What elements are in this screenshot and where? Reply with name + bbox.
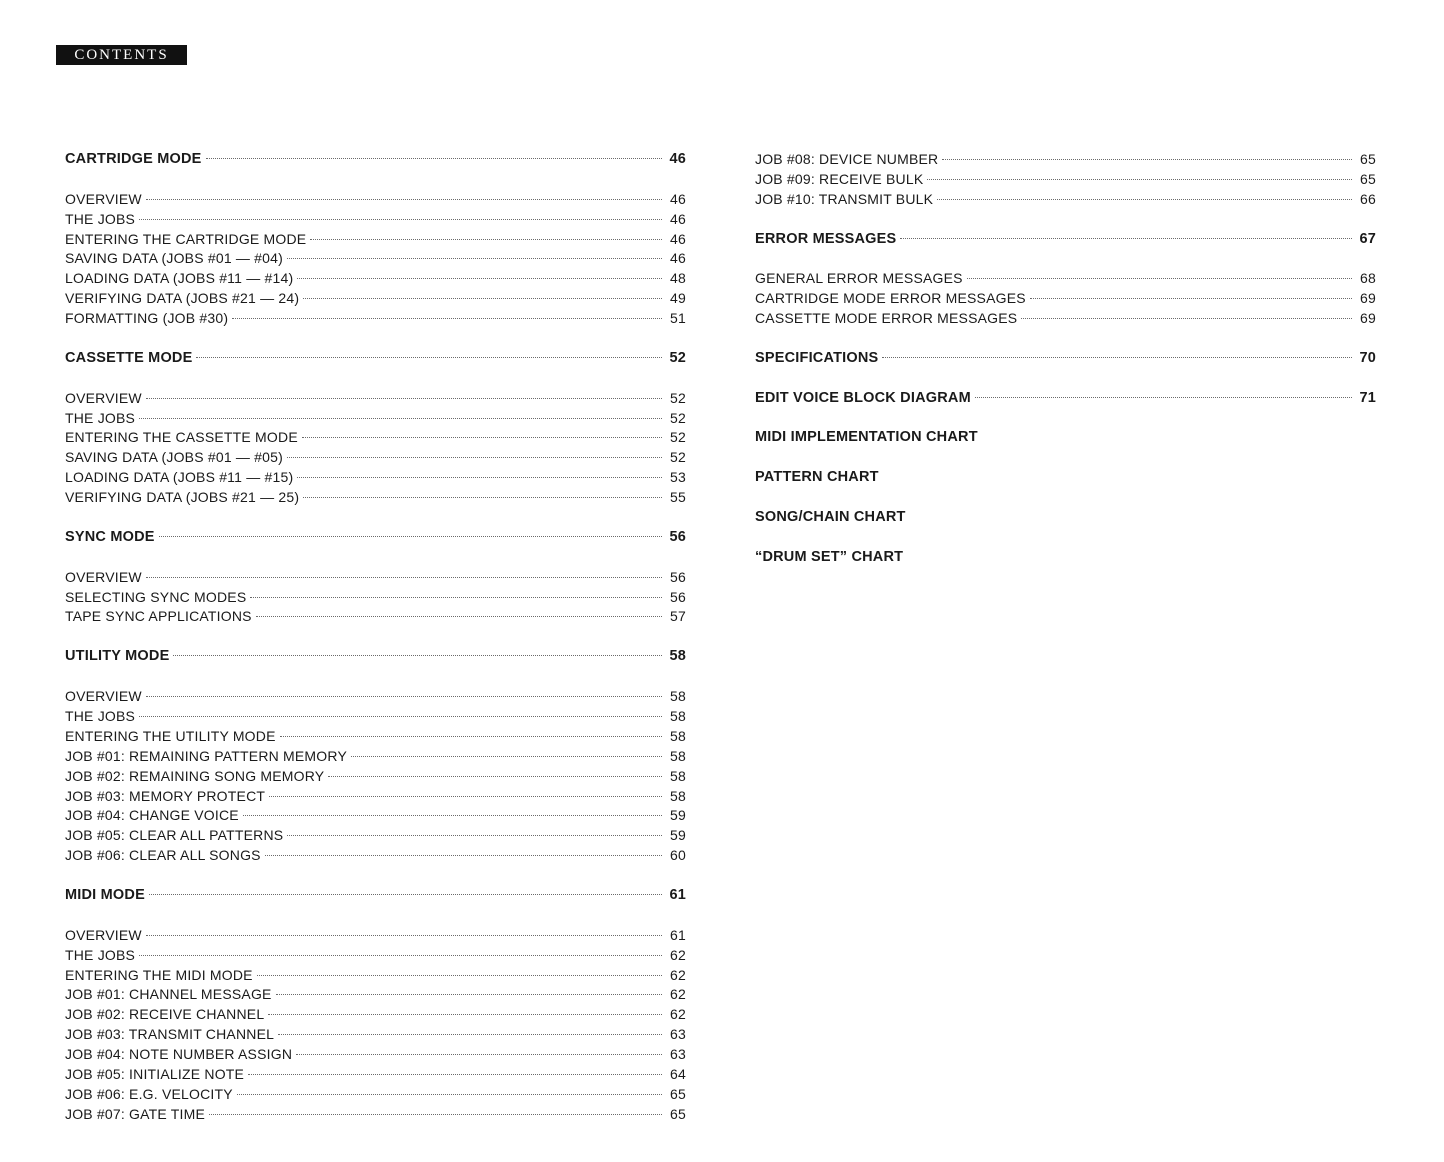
dot-leader xyxy=(287,835,662,836)
toc-entry-overview[interactable] xyxy=(65,389,686,409)
toc-section-specifications[interactable] xyxy=(755,349,1376,369)
toc-entry-label: ENTERING THE MIDI MODE xyxy=(65,966,253,983)
dot-leader xyxy=(139,219,662,220)
toc-entry-tape-sync-applications[interactable] xyxy=(65,607,686,627)
dot-leader xyxy=(206,158,662,159)
toc-entry-label: SAVING DATA (JOBS #01 — #04) xyxy=(65,250,284,267)
dot-leader xyxy=(287,258,662,259)
toc-entry-label: JOB #03: TRANSMIT CHANNEL xyxy=(65,1026,275,1043)
dot-leader xyxy=(248,1074,662,1075)
dot-leader xyxy=(232,318,662,319)
toc-entry-overview[interactable] xyxy=(65,568,686,588)
dot-leader xyxy=(900,238,1352,239)
toc-entry-entering-the-cartridge-mode[interactable] xyxy=(65,230,686,250)
dot-leader xyxy=(280,736,662,737)
toc-page-number: 58 xyxy=(670,767,686,784)
toc-spacer xyxy=(755,329,1376,349)
dot-leader xyxy=(146,696,662,697)
toc-entry-job-01-remaining-pattern-memory[interactable] xyxy=(65,747,686,767)
toc-entry-job-07-gate-time[interactable] xyxy=(65,1105,686,1125)
toc-spacer xyxy=(755,369,1376,389)
toc-page-number: 59 xyxy=(670,807,686,824)
toc-page-number: 64 xyxy=(670,1065,686,1082)
toc-entry-label: ERROR MESSAGES xyxy=(755,230,897,247)
toc-spacer xyxy=(755,210,1376,230)
toc-entry-label: THE JOBS xyxy=(65,946,136,963)
dot-leader xyxy=(927,179,1352,180)
contents-badge: CONTENTS xyxy=(56,45,187,65)
toc-page-number: 61 xyxy=(670,926,686,943)
dot-leader xyxy=(276,994,662,995)
toc-entry-overview[interactable] xyxy=(65,926,686,946)
toc-page-number: 46 xyxy=(670,190,686,207)
toc-entry-label: OVERVIEW xyxy=(65,568,142,585)
toc-entry-label: THE JOBS xyxy=(65,409,136,426)
dot-leader xyxy=(1021,318,1352,319)
toc-entry-label: UTILITY MODE xyxy=(65,648,170,665)
toc-page-number: 65 xyxy=(670,1105,686,1122)
toc-entry-verifying-data-jobs-21-24[interactable] xyxy=(65,289,686,309)
toc-page-number: 57 xyxy=(670,608,686,625)
dot-leader xyxy=(256,616,662,617)
toc-page-number: 65 xyxy=(670,1085,686,1102)
toc-page-number: 56 xyxy=(670,568,686,585)
toc-section-midi-implementation-chart[interactable] xyxy=(755,428,1376,448)
toc-page-number: 62 xyxy=(670,986,686,1003)
toc-entry-formatting-job-30[interactable] xyxy=(65,309,686,329)
toc-spacer xyxy=(65,548,686,568)
dot-leader xyxy=(1030,298,1352,299)
dot-leader xyxy=(303,497,662,498)
toc-spacer xyxy=(65,667,686,687)
dot-leader xyxy=(146,199,662,200)
dot-leader xyxy=(268,1014,662,1015)
dot-leader xyxy=(146,398,662,399)
toc-entry-job-02-remaining-song-memory[interactable] xyxy=(65,767,686,787)
toc-page-number: 67 xyxy=(1359,230,1376,247)
toc-page-number: 58 xyxy=(670,707,686,724)
toc-spacer xyxy=(755,249,1376,269)
dot-leader xyxy=(882,357,1352,358)
dot-leader xyxy=(250,597,662,598)
toc-entry-label: CASSETTE MODE xyxy=(65,349,193,366)
dot-leader xyxy=(257,975,662,976)
toc-entry-label: CASSETTE MODE ERROR MESSAGES xyxy=(755,310,1018,327)
toc-entry-label: THE JOBS xyxy=(65,210,136,227)
toc-entry-saving-data-jobs-01-04[interactable] xyxy=(65,249,686,269)
dot-leader xyxy=(243,815,662,816)
toc-entry-label: SELECTING SYNC MODES xyxy=(65,588,247,605)
toc-page-number: 48 xyxy=(670,270,686,287)
toc-entry-overview[interactable] xyxy=(65,687,686,707)
toc-page-number: 65 xyxy=(1360,151,1376,167)
toc-entry-job-06-clear-all-songs[interactable] xyxy=(65,846,686,866)
toc-entry-verifying-data-jobs-21-25[interactable] xyxy=(65,488,686,508)
toc-entry-label: CARTRIDGE MODE xyxy=(65,151,202,167)
toc-entry-label: JOB #04: CHANGE VOICE xyxy=(65,807,239,824)
toc-page-number: 58 xyxy=(670,747,686,764)
toc-entry-label: JOB #04: NOTE NUMBER ASSIGN xyxy=(65,1046,293,1063)
toc-page-number: 55 xyxy=(670,489,686,506)
toc-page-number: 58 xyxy=(670,688,686,705)
toc-page-number: 51 xyxy=(670,310,686,327)
toc-entry-job-01-channel-message[interactable] xyxy=(65,985,686,1005)
dot-leader xyxy=(287,457,662,458)
toc-entry-label: JOB #06: CLEAR ALL SONGS xyxy=(65,847,261,864)
toc-spacer xyxy=(65,906,686,926)
toc-entry-job-04-change-voice[interactable] xyxy=(65,806,686,826)
toc-entry-entering-the-cassette-mode[interactable] xyxy=(65,428,686,448)
toc-entry-label: JOB #02: RECEIVE CHANNEL xyxy=(65,1006,265,1023)
toc-page-number: 59 xyxy=(670,827,686,844)
toc-entry-the-jobs[interactable] xyxy=(65,946,686,966)
toc-entry-label: MIDI MODE xyxy=(65,886,145,903)
toc-section-cassette-mode[interactable] xyxy=(65,349,686,369)
dot-leader xyxy=(297,477,662,478)
toc-page-number: 52 xyxy=(670,449,686,466)
toc-page-number: 58 xyxy=(669,648,686,665)
toc-entry-label: JOB #09: RECEIVE BULK xyxy=(755,170,924,187)
toc-page-number: 63 xyxy=(670,1046,686,1063)
toc-section-cartridge-mode[interactable] xyxy=(65,150,686,170)
toc-page-number: 52 xyxy=(670,389,686,406)
toc-page-number: 52 xyxy=(669,349,686,366)
toc-entry-the-jobs[interactable] xyxy=(65,707,686,727)
toc-entry-label: SAVING DATA (JOBS #01 — #05) xyxy=(65,449,284,466)
toc-entry-label: OVERVIEW xyxy=(65,389,142,406)
dot-leader xyxy=(942,159,1352,160)
toc-page-number: 69 xyxy=(1360,290,1376,307)
toc-entry-label: JOB #05: CLEAR ALL PATTERNS xyxy=(65,827,284,844)
toc-page-number: 56 xyxy=(669,528,686,545)
toc-entry-job-03-transmit-channel[interactable] xyxy=(65,1025,686,1045)
toc-entry-label: CARTRIDGE MODE ERROR MESSAGES xyxy=(755,290,1026,307)
toc-entry-label: SONG/CHAIN CHART xyxy=(755,509,906,526)
dot-leader xyxy=(265,855,662,856)
toc-entry-label: OVERVIEW xyxy=(65,688,142,705)
toc-entry-label: JOB #06: E.G. VELOCITY xyxy=(65,1085,233,1102)
toc-entry-job-09-receive-bulk[interactable] xyxy=(755,170,1376,190)
toc-entry-overview[interactable] xyxy=(65,190,686,210)
toc-entry-label: LOADING DATA (JOBS #11 — #15) xyxy=(65,469,294,486)
dot-leader xyxy=(328,776,662,777)
toc-entry-label: SYNC MODE xyxy=(65,528,155,545)
toc-page-number: 52 xyxy=(670,409,686,426)
dot-leader xyxy=(237,1094,662,1095)
toc-page-number: 52 xyxy=(670,429,686,446)
toc-section-error-messages[interactable] xyxy=(755,230,1376,250)
toc-page-number: 49 xyxy=(670,290,686,307)
toc-entry-general-error-messages[interactable] xyxy=(755,269,1376,289)
toc-page-number: 61 xyxy=(669,886,686,903)
toc-page-number: 70 xyxy=(1359,349,1376,366)
toc-section-song-chain-chart[interactable] xyxy=(755,508,1376,528)
toc-page-number: 60 xyxy=(670,847,686,864)
toc-page-number: 46 xyxy=(669,151,686,167)
toc-entry-label: JOB #03: MEMORY PROTECT xyxy=(65,787,266,804)
dot-leader xyxy=(303,298,662,299)
toc-page-number: 66 xyxy=(1360,190,1376,207)
toc-entry-label: JOB #01: CHANNEL MESSAGE xyxy=(65,986,272,1003)
toc-right-column xyxy=(755,150,1376,568)
dot-leader xyxy=(196,357,662,358)
toc-page-number: 62 xyxy=(670,966,686,983)
toc-entry-job-02-receive-channel[interactable] xyxy=(65,1005,686,1025)
toc-entry-label: JOB #01: REMAINING PATTERN MEMORY xyxy=(65,747,347,764)
toc-spacer xyxy=(65,170,686,190)
dot-leader xyxy=(173,655,662,656)
toc-page-number: 46 xyxy=(670,210,686,227)
toc-entry-label: LOADING DATA (JOBS #11 — #14) xyxy=(65,270,294,287)
toc-entry-cartridge-mode-error-messages[interactable] xyxy=(755,289,1376,309)
dot-leader xyxy=(297,278,662,279)
toc-entry-job-06-e-g-velocity[interactable] xyxy=(65,1085,686,1105)
toc-left-column xyxy=(65,150,686,1125)
toc-section-drum-set-chart[interactable] xyxy=(755,548,1376,568)
dot-leader xyxy=(975,397,1352,398)
toc-entry-label: “DRUM SET” CHART xyxy=(755,548,904,565)
toc-entry-entering-the-midi-mode[interactable] xyxy=(65,966,686,986)
toc-entry-job-05-clear-all-patterns[interactable] xyxy=(65,826,686,846)
toc-entry-label: FORMATTING (JOB #30) xyxy=(65,310,229,327)
toc-section-pattern-chart[interactable] xyxy=(755,468,1376,488)
dot-leader xyxy=(209,1114,662,1115)
toc-section-edit-voice-block-diagram[interactable] xyxy=(755,389,1376,409)
toc-entry-label: ENTERING THE CARTRIDGE MODE xyxy=(65,230,307,247)
dot-leader xyxy=(139,716,662,717)
toc-entry-label: VERIFYING DATA (JOBS #21 — 24) xyxy=(65,290,300,307)
dot-leader xyxy=(139,955,662,956)
toc-entry-label: PATTERN CHART xyxy=(755,469,879,486)
toc-entry-label: THE JOBS xyxy=(65,707,136,724)
toc-entry-label: ENTERING THE CASSETTE MODE xyxy=(65,429,298,446)
dot-leader xyxy=(278,1034,662,1035)
toc-spacer xyxy=(755,488,1376,508)
toc-entry-label: JOB #10: TRANSMIT BULK xyxy=(755,190,934,207)
toc-section-sync-mode[interactable] xyxy=(65,528,686,548)
toc-page-number: 53 xyxy=(670,469,686,486)
dot-leader xyxy=(302,437,662,438)
toc-entry-job-10-transmit-bulk[interactable] xyxy=(755,190,1376,210)
toc-entry-job-05-initialize-note[interactable] xyxy=(65,1065,686,1085)
toc-entry-job-04-note-number-assign[interactable] xyxy=(65,1045,686,1065)
toc-page-number: 46 xyxy=(670,250,686,267)
toc-spacer xyxy=(755,448,1376,468)
toc-entry-entering-the-utility-mode[interactable] xyxy=(65,727,686,747)
toc-page-number: 58 xyxy=(670,727,686,744)
toc-page-number: 69 xyxy=(1360,310,1376,327)
toc-entry-job-08-device-number[interactable] xyxy=(755,150,1376,170)
toc-section-midi-mode[interactable] xyxy=(65,886,686,906)
dot-leader xyxy=(146,577,662,578)
toc-page-number: 62 xyxy=(670,1006,686,1023)
toc-page-number: 56 xyxy=(670,588,686,605)
dot-leader xyxy=(937,199,1352,200)
toc-page-number: 46 xyxy=(670,230,686,247)
toc-entry-the-jobs[interactable] xyxy=(65,210,686,230)
dot-leader xyxy=(351,756,662,757)
toc-entry-saving-data-jobs-01-05[interactable] xyxy=(65,448,686,468)
dot-leader xyxy=(139,418,662,419)
toc-entry-job-03-memory-protect[interactable] xyxy=(65,787,686,807)
toc-spacer xyxy=(65,508,686,528)
dot-leader xyxy=(146,935,662,936)
toc-spacer xyxy=(65,627,686,647)
dot-leader xyxy=(269,796,662,797)
toc-spacer xyxy=(65,866,686,886)
toc-page-number: 68 xyxy=(1360,270,1376,287)
toc-page-number: 63 xyxy=(670,1026,686,1043)
toc-page-number: 62 xyxy=(670,946,686,963)
toc-entry-label: JOB #02: REMAINING SONG MEMORY xyxy=(65,767,325,784)
toc-page-number: 58 xyxy=(670,787,686,804)
toc-page-number: 71 xyxy=(1359,389,1376,406)
toc-section-utility-mode[interactable] xyxy=(65,647,686,667)
toc-spacer xyxy=(65,329,686,349)
toc-entry-label: GENERAL ERROR MESSAGES xyxy=(755,270,963,287)
toc-entry-label: OVERVIEW xyxy=(65,926,142,943)
toc-entry-label: EDIT VOICE BLOCK DIAGRAM xyxy=(755,389,971,406)
toc-entry-label: OVERVIEW xyxy=(65,190,142,207)
toc-entry-selecting-sync-modes[interactable] xyxy=(65,588,686,608)
toc-entry-label: VERIFYING DATA (JOBS #21 — 25) xyxy=(65,489,300,506)
toc-entry-label: MIDI IMPLEMENTATION CHART xyxy=(755,429,978,446)
toc-spacer xyxy=(755,409,1376,429)
toc-entry-label: ENTERING THE UTILITY MODE xyxy=(65,727,276,744)
dot-leader xyxy=(296,1054,662,1055)
toc-spacer xyxy=(65,369,686,389)
dot-leader xyxy=(310,239,662,240)
toc-entry-label: SPECIFICATIONS xyxy=(755,349,879,366)
dot-leader xyxy=(149,894,662,895)
dot-leader xyxy=(159,536,662,537)
toc-entry-label: TAPE SYNC APPLICATIONS xyxy=(65,608,252,625)
toc-entry-loading-data-jobs-11-14[interactable] xyxy=(65,269,686,289)
toc-page-number: 65 xyxy=(1360,170,1376,187)
toc-entry-label: JOB #08: DEVICE NUMBER xyxy=(755,151,939,167)
toc-entry-label: JOB #07: GATE TIME xyxy=(65,1105,206,1122)
toc-entry-loading-data-jobs-11-15[interactable] xyxy=(65,468,686,488)
toc-spacer xyxy=(755,528,1376,548)
dot-leader xyxy=(967,278,1352,279)
toc-entry-cassette-mode-error-messages[interactable] xyxy=(755,309,1376,329)
toc-entry-label: JOB #05: INITIALIZE NOTE xyxy=(65,1065,245,1082)
toc-entry-the-jobs[interactable] xyxy=(65,409,686,429)
